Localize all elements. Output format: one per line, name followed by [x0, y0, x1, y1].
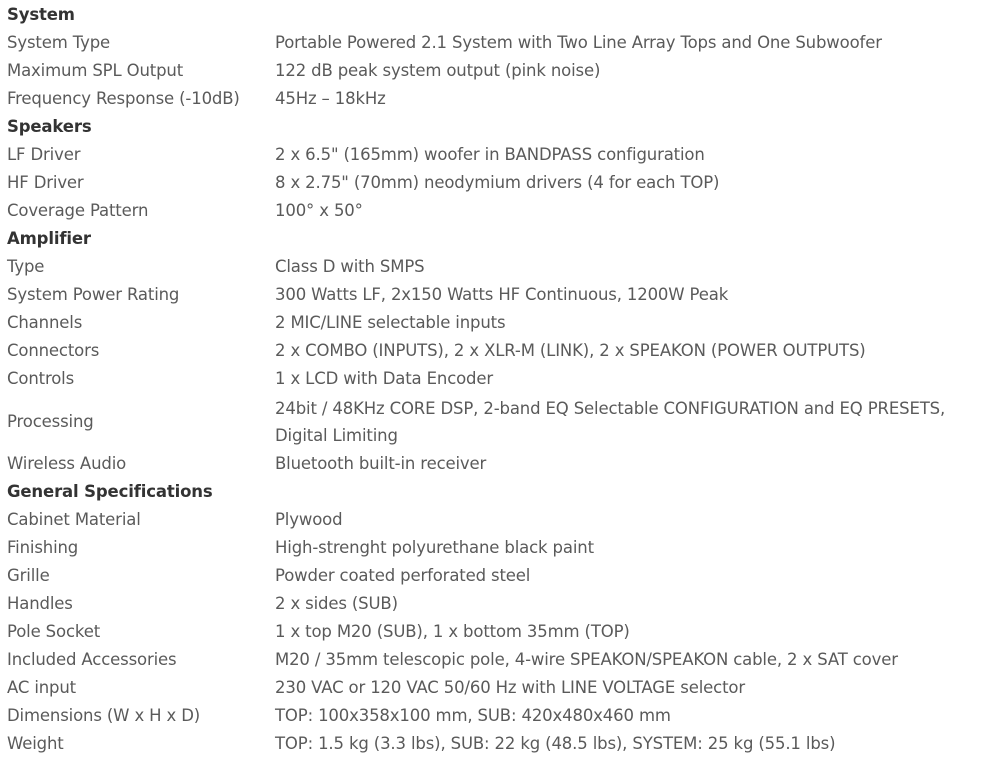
- spec-label: Pole Socket: [7, 622, 101, 641]
- spec-label: System Power Rating: [7, 285, 180, 304]
- spec-row: [0, 281, 992, 309]
- spec-row: [0, 57, 992, 85]
- spec-value: 2 x 6.5" (165mm) woofer in BANDPASS configuration: [275, 145, 705, 164]
- spec-row: [0, 141, 992, 169]
- spec-label: AC input: [7, 678, 77, 697]
- spec-label: Maximum SPL Output: [7, 61, 184, 80]
- spec-row: [0, 365, 992, 393]
- spec-value: 2 x sides (SUB): [275, 594, 398, 613]
- section-heading: General Specifications: [7, 482, 213, 501]
- spec-label: Connectors: [7, 341, 100, 360]
- spec-value-line: Digital Limiting: [275, 425, 398, 445]
- spec-value: 1 x LCD with Data Encoder: [275, 369, 494, 388]
- spec-value: 100° x 50°: [275, 201, 363, 220]
- section-general-specifications: [0, 478, 992, 506]
- spec-value: Powder coated perforated steel: [275, 566, 531, 585]
- spec-label: Dimensions (W x H x D): [7, 706, 201, 725]
- spec-label: Finishing: [7, 538, 79, 557]
- spec-row: [0, 450, 992, 478]
- spec-label: Coverage Pattern: [7, 201, 149, 220]
- spec-row: [0, 309, 992, 337]
- spec-label: Cabinet Material: [7, 510, 141, 529]
- spec-label: Grille: [7, 566, 50, 585]
- section-heading: Speakers: [7, 117, 92, 136]
- spec-row: [0, 506, 992, 534]
- spec-value: High-strenght polyurethane black paint: [275, 538, 594, 557]
- spec-label: Wireless Audio: [7, 454, 127, 473]
- spec-label: Processing: [7, 411, 94, 431]
- spec-value: 300 Watts LF, 2x150 Watts HF Continuous, 1200W Peak: [275, 285, 729, 304]
- spec-value: 230 VAC or 120 VAC 50/60 Hz with LINE VOLTAGE selector: [275, 678, 745, 697]
- section-speakers: [0, 113, 992, 141]
- spec-value: TOP: 100x358x100 mm, SUB: 420x480x460 mm: [275, 706, 671, 725]
- spec-value: 2 x COMBO (INPUTS), 2 x XLR-M (LINK), 2 x SPEAKON (POWER OUTPUTS): [275, 341, 866, 360]
- spec-label: HF Driver: [7, 173, 84, 192]
- spec-row: [0, 590, 992, 618]
- spec-label: LF Driver: [7, 145, 81, 164]
- spec-label: Weight: [7, 734, 64, 753]
- spec-label: System Type: [7, 33, 111, 52]
- spec-label: Type: [7, 257, 45, 276]
- spec-value-line: 24bit / 48KHz CORE DSP, 2-band EQ Selectable CONFIGURATION and EQ PRESETS,: [275, 398, 946, 418]
- spec-row: [0, 674, 992, 702]
- spec-row: [0, 618, 992, 646]
- section-heading: System: [7, 5, 75, 24]
- spec-row: [0, 85, 992, 113]
- spec-value: M20 / 35mm telescopic pole, 4-wire SPEAKON/SPEAKON cable, 2 x SAT cover: [275, 650, 898, 669]
- spec-value: TOP: 1.5 kg (3.3 lbs), SUB: 22 kg (48.5 lbs), SYSTEM: 25 kg (55.1 lbs): [275, 734, 836, 753]
- section-heading: Amplifier: [7, 229, 91, 248]
- spec-row: [0, 702, 992, 730]
- spec-value: Plywood: [275, 510, 343, 529]
- spec-row: [0, 534, 992, 562]
- spec-value: 122 dB peak system output (pink noise): [275, 61, 601, 80]
- spec-label: Controls: [7, 369, 75, 388]
- spec-row: [0, 730, 992, 758]
- spec-row: [0, 29, 992, 57]
- spec-row: [0, 337, 992, 365]
- section-system: [0, 1, 992, 29]
- spec-value: 8 x 2.75" (70mm) neodymium drivers (4 for each TOP): [275, 173, 720, 192]
- spec-row: [0, 169, 992, 197]
- spec-value: 2 MIC/LINE selectable inputs: [275, 313, 506, 332]
- spec-value: 45Hz – 18kHz: [275, 89, 386, 108]
- spec-row: [0, 253, 992, 281]
- spec-label: Frequency Response (-10dB): [7, 89, 240, 108]
- spec-value: Bluetooth built-in receiver: [275, 454, 487, 473]
- spec-row: [0, 562, 992, 590]
- spec-row: [0, 646, 992, 674]
- spec-label: Channels: [7, 313, 83, 332]
- spec-value: Class D with SMPS: [275, 257, 425, 276]
- spec-table: [0, 1, 992, 758]
- spec-label: Handles: [7, 594, 73, 613]
- spec-value: Portable Powered 2.1 System with Two Line Array Tops and One Subwoofer: [275, 33, 882, 52]
- spec-row-processing: [0, 393, 992, 450]
- spec-label: Included Accessories: [7, 650, 177, 669]
- spec-value: [275, 393, 992, 450]
- spec-row: [0, 197, 992, 225]
- section-amplifier: [0, 225, 992, 253]
- spec-value: 1 x top M20 (SUB), 1 x bottom 35mm (TOP): [275, 622, 630, 641]
